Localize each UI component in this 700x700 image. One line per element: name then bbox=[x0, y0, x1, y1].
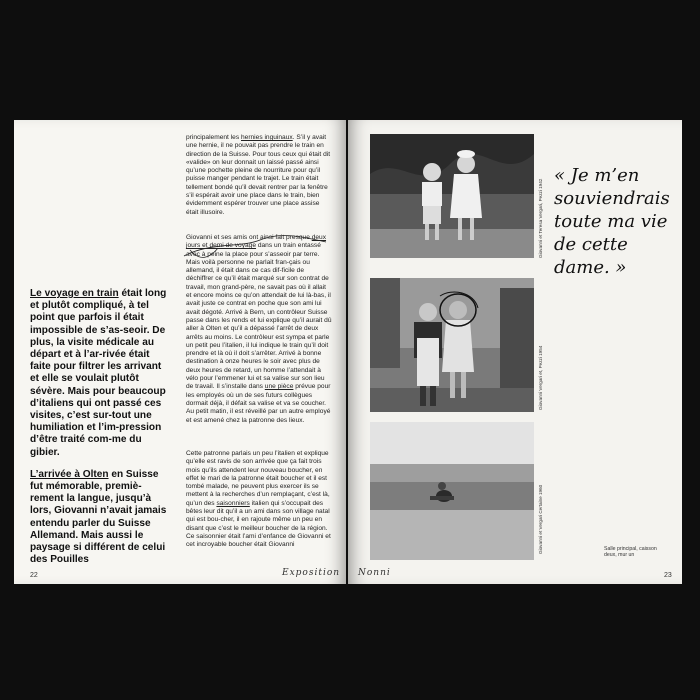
intro-text bbox=[30, 288, 172, 576]
body-column-paragraph-1 bbox=[186, 134, 332, 217]
photo-couple-caption: Giovanni Vergari et, Pezzi 1954 bbox=[538, 345, 543, 410]
photo-children-caption: Giovanni et Teresa Vergari, Pezzi 1942 bbox=[538, 178, 543, 258]
right-page bbox=[348, 120, 682, 584]
intro-p1-underlined: Le voyage en train bbox=[30, 288, 119, 299]
col2-underlined-2: une pièce bbox=[264, 383, 294, 391]
intro-p2-text: en Suisse fut mémorable, premiè-rement la langue, jusqu’à lors, Giovanni n’avait jamais entendu parler du Suisse Allemand. Mais aussi le paysage si différent de celui des Pouilles bbox=[30, 468, 167, 566]
left-page bbox=[14, 120, 346, 584]
photo-lake-caption: Giovanni et Vergari Certaine 1960 bbox=[538, 484, 543, 554]
col1-text-b: . S’il y avait une hernie, il ne pouvait pas prendre le train en direction de la Suisse. Pour tous ceux qui était dit «valide» on leur donnait un laissé passé ainsi qu’une pochette pleine de nourriture pour qu’il puisse manger pendant le trajet. Le train était tellement bondé qu’il devait rentrer par la fenêtre s’il espérait avoir une place dans le train, bien évidemment espérer trouver une place assise était illusoire. bbox=[186, 134, 331, 216]
col2-text-b: dans un train entassé avec à peine la place pour s’asseoir par terre. Mais voilà personne ne parlait fran-çais ou allemand, il était dans ce cas dif-ficile de déchiffrer ce qu’il était marqué sur son contrat de travail, mon grand-père, ne savait pas où il allait et encore moins ce qu’on attendait de lui là-bas, il avait juste ce contrat en poche que son ami lui avait dégoté. Arrivé à Bern, un contrôleur Suisse passe dans les rends et lui explique qu’il aurait dû aller à Olten et qu’il a dépassé l’arrêt de deux arrêts au moins. Le contrôleur est sympa et parle un petit peu l’italien, il lui indique le train qu’il doit prendre et là où il doit s’arrêter. Arrivé à bonne destination à onze heures le soir avec plus de deux heures de retard, un homme l’attendait à vélo pour l’emmener lui et sa valise sur son lieu de travail. Il s’installe dans bbox=[186, 242, 332, 391]
col2-text-c: prévue pour les employés où un de ses futurs collègues dormait déjà, il défait sa valise et va se coucher. Au petit matin, il est réveillé par un autre employé et est amené chez la patronne des lieux. bbox=[186, 383, 331, 424]
photo-couple bbox=[370, 278, 534, 412]
left-running-title: Exposition bbox=[282, 568, 341, 578]
photo-children-image bbox=[370, 134, 534, 258]
right-page-number: 23 bbox=[664, 572, 672, 579]
col2-text-a: Giovanni et ses amis ont ainsi fait presque bbox=[186, 234, 312, 241]
book-spread bbox=[14, 120, 682, 584]
intro-p1-text: était long et plutôt compliqué, à tel point que parfois il était impossible de s’as-seoir. De plus, la visite médicale au départ et à l’ar-rivée était faite pour filtrer les arrivant et elle se voulait plutôt sévère. Mais pour beaucoup d’italiens qui ont passé ces visites, c’est sur-tout une humiliation et l’im-pression d’être traité com-me du gibier. bbox=[30, 288, 167, 458]
col3-text-a: Cette patronne parlais un peu l’italien et explique qu’elle est ravis de son arrivée que ça fait trois mois qu’ils attendent leur nouveau boucher, en effet le mari de la patronne était boucher et il est tombé malade, ne peuvent plus exercer ils se mettent à la recherches d’un remplaçant, c’est là, qu’un des bbox=[186, 450, 330, 507]
location-caption: Salle principal, caisson deux, mur un bbox=[604, 546, 657, 559]
intro-paragraph-1 bbox=[30, 288, 172, 459]
col1-text-a: principalement les bbox=[186, 134, 241, 141]
col2-underlined: deux jours et demi de voyage bbox=[186, 234, 327, 250]
photo-children bbox=[370, 134, 534, 258]
left-page-number: 22 bbox=[30, 572, 38, 579]
right-running-title: Nonni bbox=[358, 568, 391, 578]
col3-underlined: saisonniers bbox=[216, 499, 250, 507]
photo-lake-image bbox=[370, 422, 534, 560]
intro-p2-underlined: L’arrivée à Olten bbox=[30, 468, 109, 480]
body-column-paragraph-3 bbox=[186, 450, 332, 550]
photo-lake bbox=[370, 422, 534, 560]
intro-paragraph-2 bbox=[30, 469, 172, 567]
handwritten-quote: « Je m’en souviendrais toute ma vie de cette dame. » bbox=[554, 165, 670, 278]
col3-text-b: italien qui s’occupait des bêtes leur dit qu’il a un ami dans son village natal qui est bou-cher, il en rajoute même un peu en disant que c’est le meilleur boucher de la région. Ce saisonnier était l’ami d’enfance de Giovanni et cet incroyable boucher était Giovanni bbox=[186, 499, 331, 549]
col1-underlined: hernies inguinaux bbox=[240, 134, 293, 141]
photo-couple-image bbox=[370, 278, 534, 412]
pen-scribble-decoration bbox=[180, 228, 330, 268]
